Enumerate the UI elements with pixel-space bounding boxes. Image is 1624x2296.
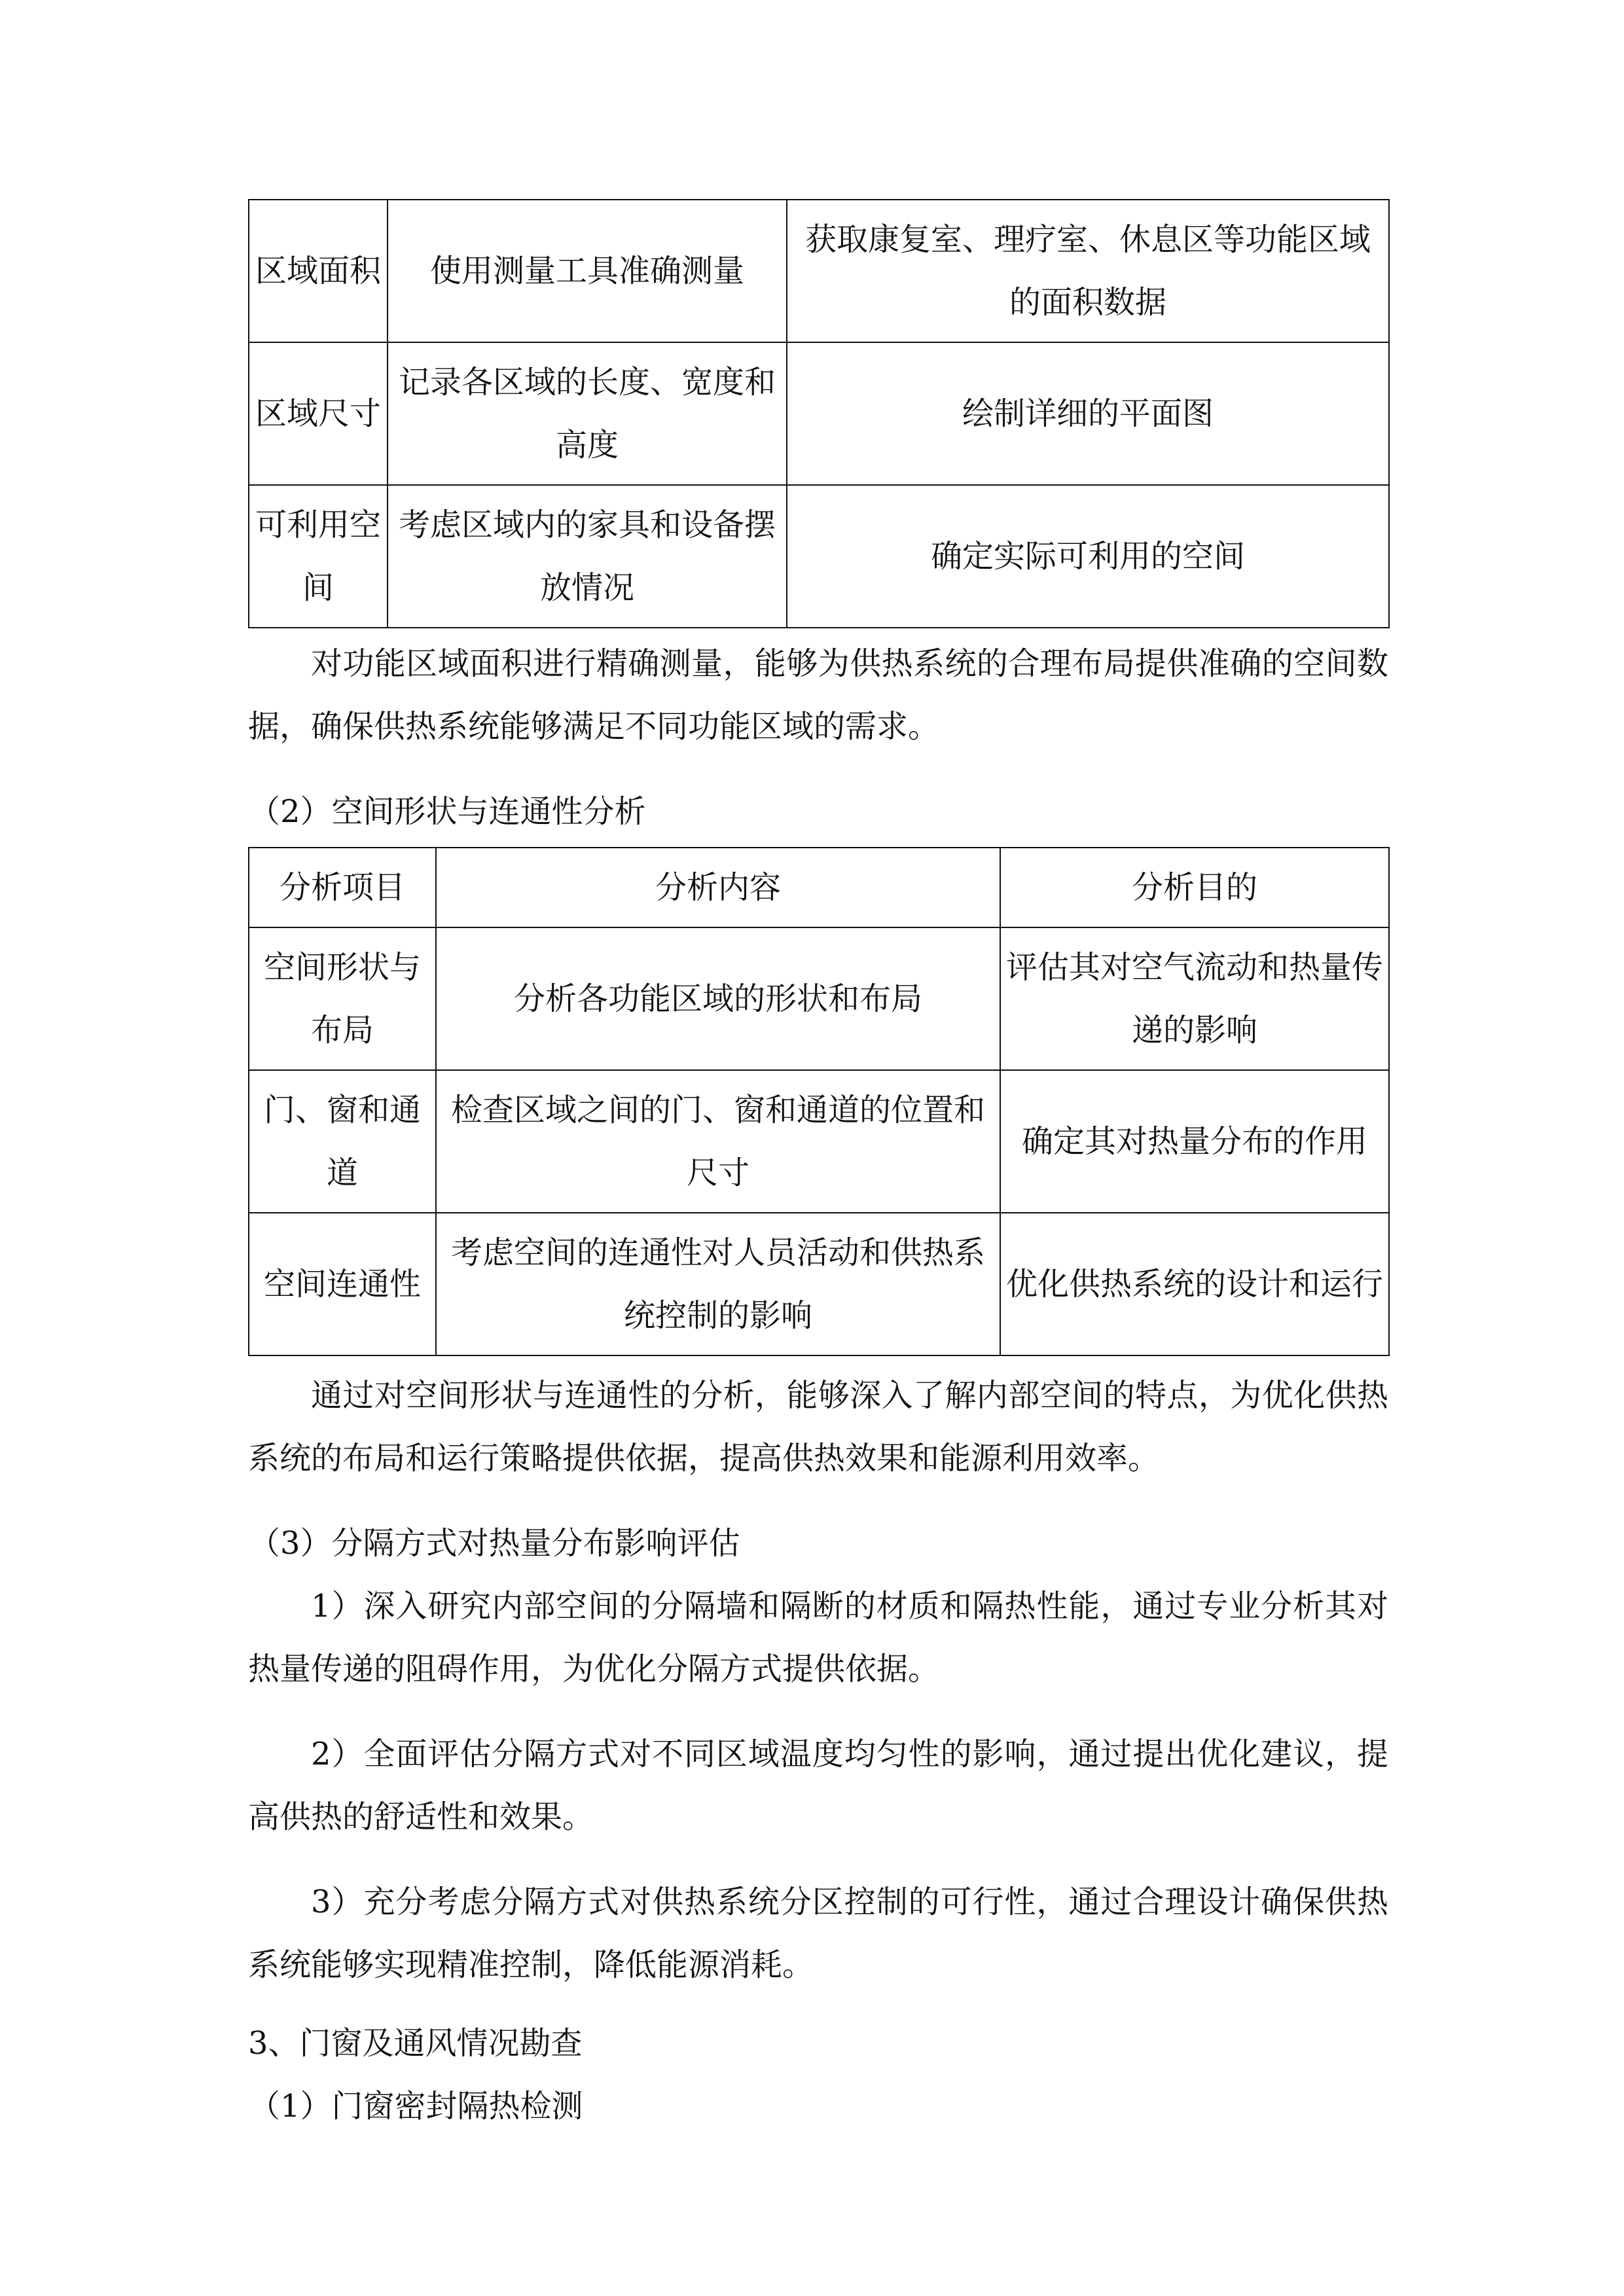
- table-cell: 空间形状与布局: [249, 927, 436, 1070]
- heading-partition-assessment: （3）分隔方式对热量分布影响评估: [249, 1525, 740, 1562]
- heading-door-window-seal-detection: （1）门窗密封隔热检测: [249, 2088, 583, 2125]
- area-measurement-table: [248, 199, 1390, 628]
- table-header-cell: 分析目的: [1000, 848, 1389, 927]
- space-analysis-table: [248, 847, 1390, 1356]
- table-cell: 确定其对热量分布的作用: [1000, 1070, 1389, 1213]
- table-cell: 优化供热系统的设计和运行: [1000, 1213, 1389, 1355]
- section-heading-doors-windows: 3、门窗及通风情况勘查: [248, 2025, 583, 2062]
- table-row: [249, 1213, 1389, 1355]
- table-header-row: [249, 848, 1389, 927]
- table-cell: 考虑区域内的家具和设备摆放情况: [388, 485, 787, 628]
- table-cell: 确定实际可利用的空间: [787, 485, 1389, 628]
- heading-space-shape-connectivity: （2）空间形状与连通性分析: [249, 793, 646, 830]
- table-cell: 考虑空间的连通性对人员活动和供热系统控制的影响: [436, 1213, 1000, 1355]
- table-header-cell: 分析项目: [249, 848, 436, 927]
- table-cell: 分析各功能区域的形状和布局: [436, 927, 1000, 1070]
- list-item-2: 2）全面评估分隔方式对不同区域温度均匀性的影响，通过提出优化建议，提高供热的舒适性和效果。: [248, 1736, 1388, 1835]
- table-row: [249, 1070, 1389, 1213]
- table-cell: 区域面积: [249, 200, 388, 342]
- table-cell: 检查区域之间的门、窗和通道的位置和尺寸: [436, 1070, 1000, 1213]
- table-cell: 使用测量工具准确测量: [388, 200, 787, 342]
- table-cell: 可利用空间: [249, 485, 388, 628]
- table-row: [249, 200, 1389, 342]
- table-cell: 区域尺寸: [249, 342, 388, 485]
- table-row: [249, 342, 1389, 485]
- table-cell: 评估其对空气流动和热量传递的影响: [1000, 927, 1389, 1070]
- table-cell: 空间连通性: [249, 1213, 436, 1355]
- list-item-1: 1）深入研究内部空间的分隔墙和隔断的材质和隔热性能，通过专业分析其对热量传递的阻碍作用，为优化分隔方式提供依据。: [248, 1588, 1388, 1687]
- table-row: [249, 485, 1389, 628]
- table-row: [249, 927, 1389, 1070]
- list-item-3: 3）充分考虑分隔方式对供热系统分区控制的可行性，通过合理设计确保供热系统能够实现精准控制，降低能源消耗。: [248, 1884, 1388, 1983]
- table-cell: 绘制详细的平面图: [787, 342, 1389, 485]
- table-cell: 门、窗和通道: [249, 1070, 436, 1213]
- paragraph-area-summary: 对功能区域面积进行精确测量，能够为供热系统的合理布局提供准确的空间数据，确保供热系统能够满足不同功能区域的需求。: [248, 645, 1388, 745]
- table-header-cell: 分析内容: [436, 848, 1000, 927]
- table-cell: 记录各区域的长度、宽度和高度: [388, 342, 787, 485]
- table-cell: 获取康复室、理疗室、休息区等功能区域的面积数据: [787, 200, 1389, 342]
- paragraph-space-summary: 通过对空间形状与连通性的分析，能够深入了解内部空间的特点，为优化供热系统的布局和运行策略提供依据，提高供热效果和能源利用效率。: [248, 1377, 1388, 1477]
